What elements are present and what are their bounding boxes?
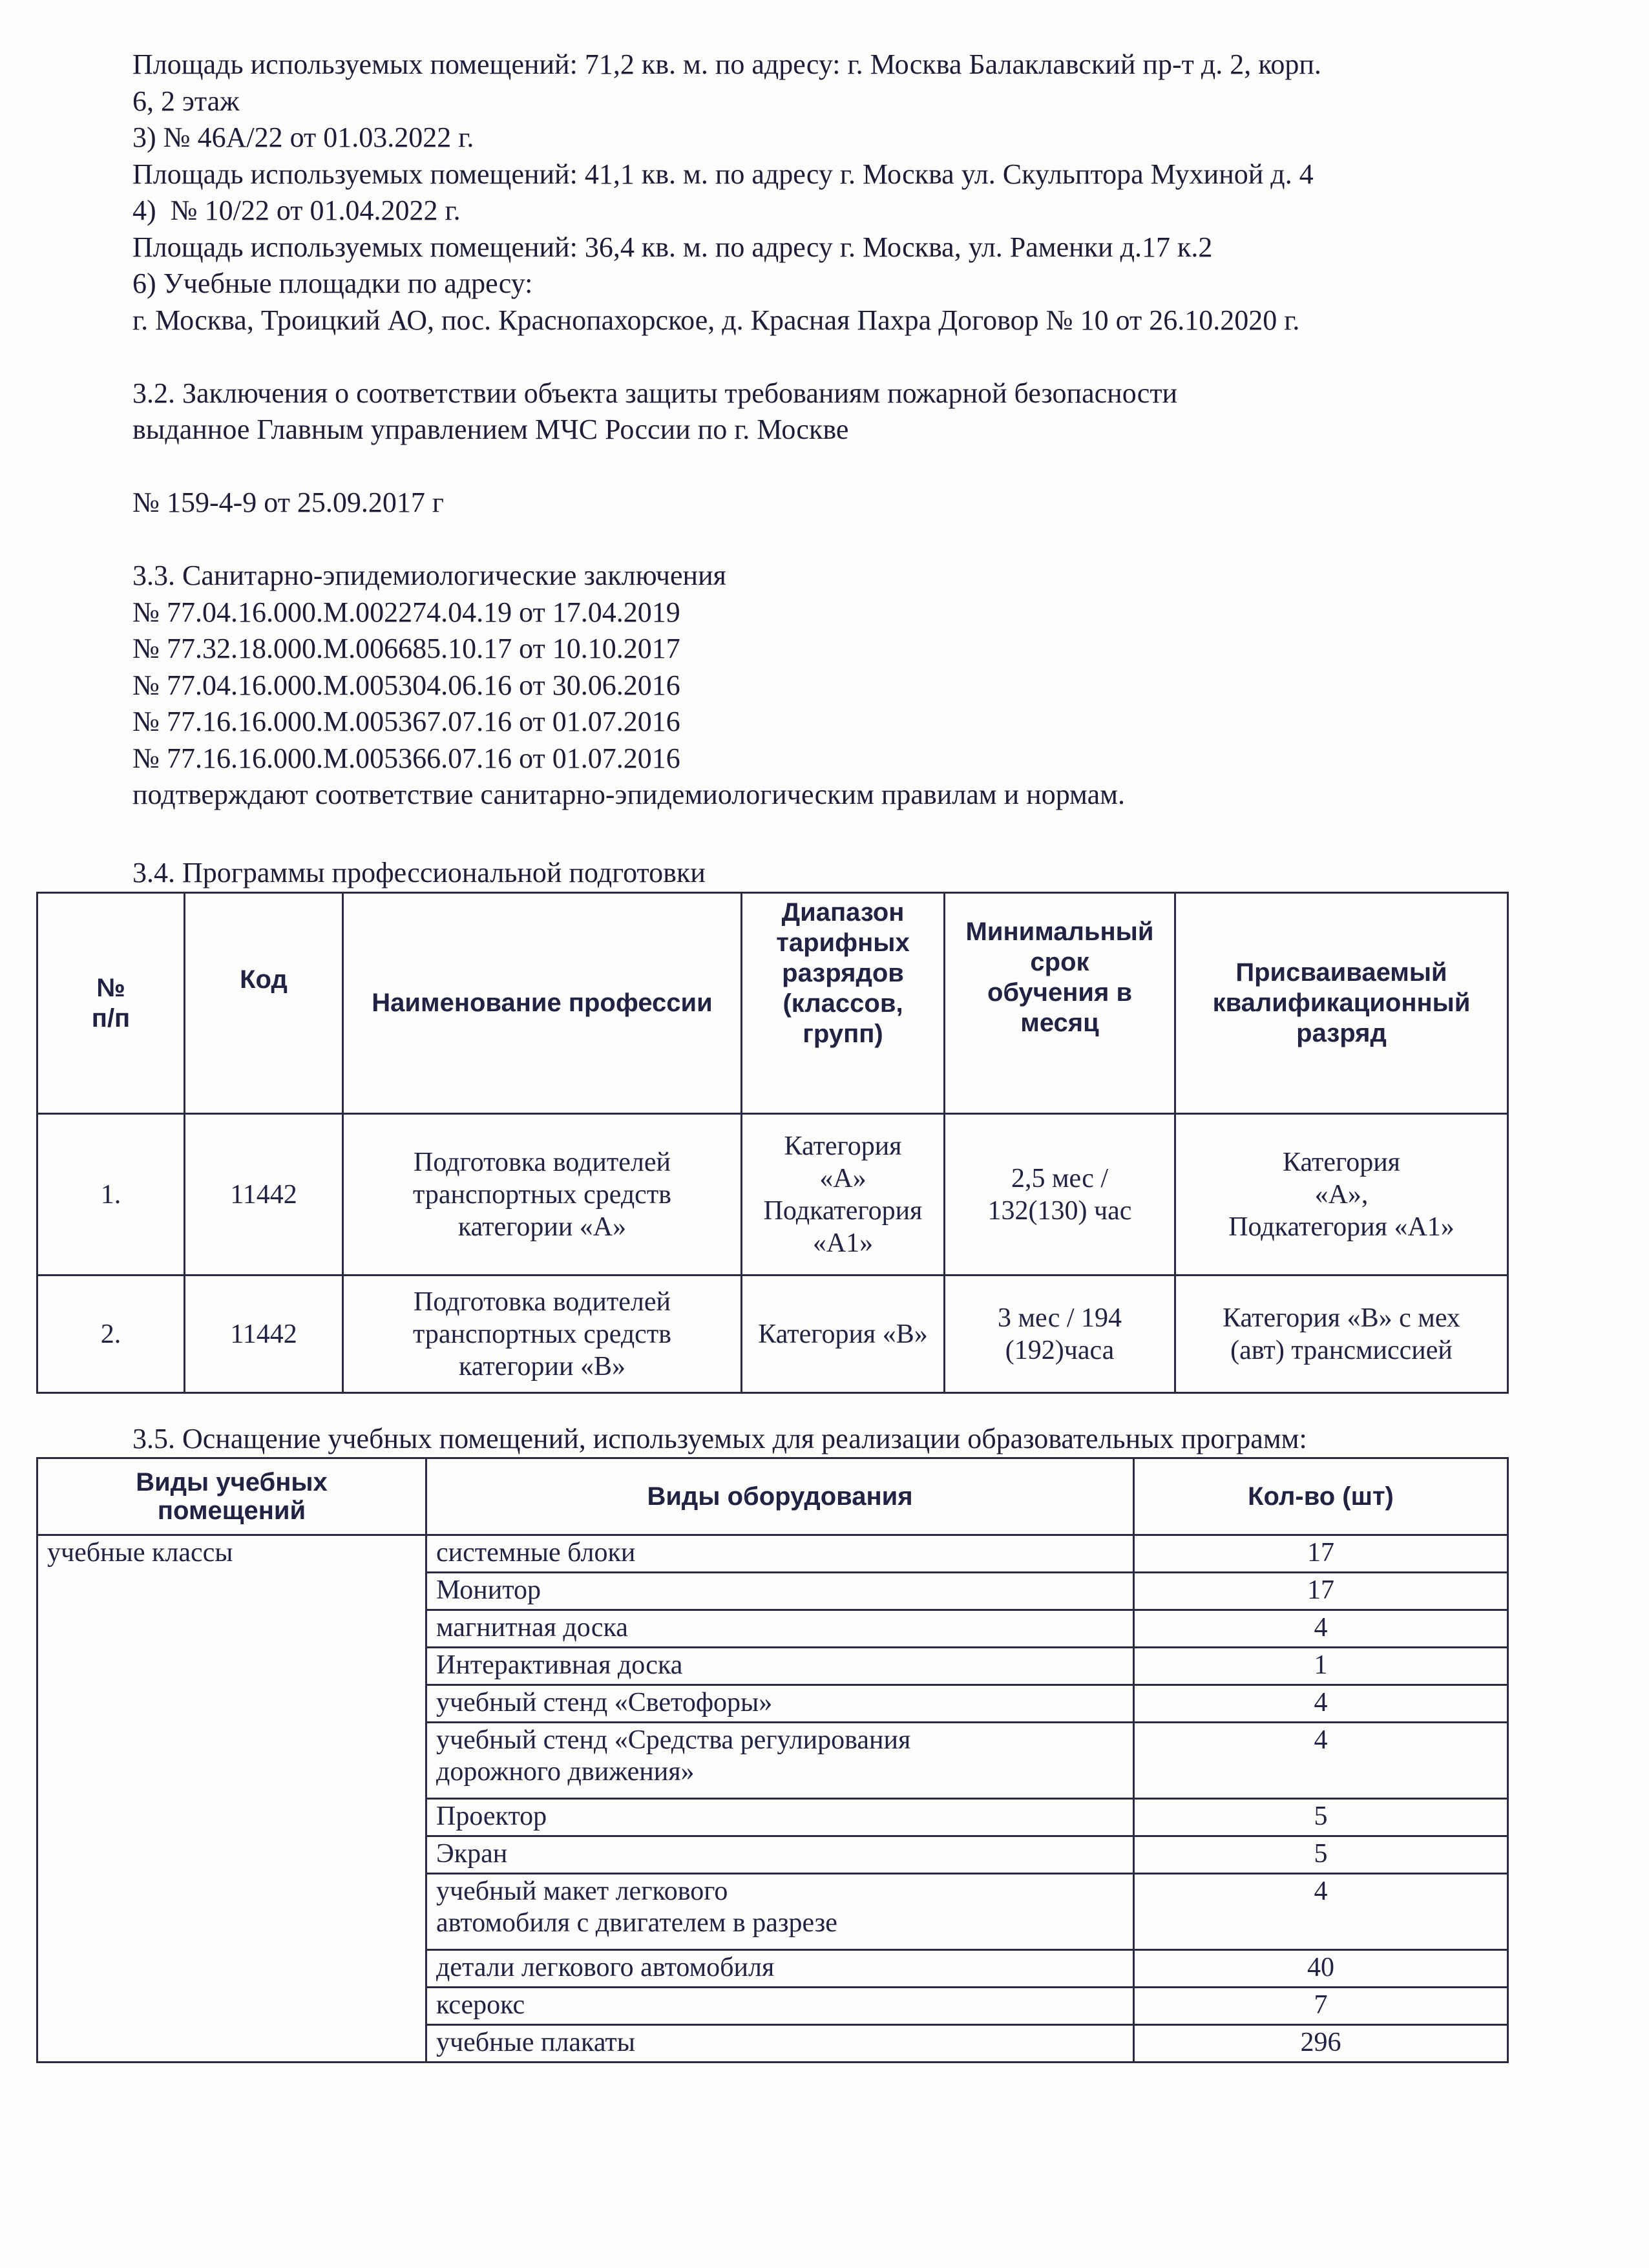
- equipment-qty: 40: [1134, 1950, 1508, 1988]
- room-type: учебные классы: [37, 1535, 426, 2063]
- intro-line: г. Москва, Троицкий АО, пос. Краснопахорское, д. Красная Пахра Договор № 10 от 26.10.2020 г.: [132, 304, 1300, 336]
- equipment-qty: 7: [1134, 1988, 1508, 2025]
- equipment-name: учебный стенд «Средства регулирования дорожного движения»: [426, 1723, 1134, 1799]
- table-row: [37, 1535, 1508, 1573]
- equipment-name: ксерокс: [426, 1988, 1134, 2025]
- col-header-qty: Кол-во (шт): [1134, 1458, 1508, 1535]
- intro-line: 6) Учебные площадки по адресу:: [132, 268, 533, 299]
- col-header-equipment: Виды оборудования: [426, 1458, 1134, 1535]
- table-row: [37, 1114, 1508, 1276]
- sanitary-item: № 77.32.18.000.М.006685.10.17 от 10.10.2017: [132, 633, 680, 664]
- sanitary-conclusion: подтверждают соответствие санитарно-эпидемиологическим правилам и нормам.: [132, 779, 1125, 810]
- intro-line: 3) № 46А/22 от 01.03.2022 г.: [132, 121, 474, 153]
- row-code: 11442: [185, 1276, 343, 1393]
- col-header-code: Код: [185, 893, 343, 1114]
- col-header-name: Наименование профессии: [343, 893, 742, 1114]
- table-row: [37, 1276, 1508, 1393]
- col-header-qualification: Присваиваемый квалификационный разряд: [1175, 893, 1508, 1114]
- row-range: Категория «В»: [742, 1276, 945, 1393]
- equipment-table: [36, 1457, 1509, 2063]
- row-qualification: Категория «В» с мех (авт) трансмиссией: [1175, 1276, 1508, 1393]
- programs-header-row: [37, 893, 1508, 1114]
- row-name: Подготовка водителей транспортных средств категории «А»: [343, 1114, 742, 1276]
- intro-text: [132, 47, 1528, 814]
- sanitary-item: № 77.04.16.000.М.002274.04.19 от 17.04.2019: [132, 596, 680, 628]
- equipment-qty: 4: [1134, 1685, 1508, 1723]
- col-header-room: Виды учебных помещений: [37, 1458, 426, 1535]
- equipment-name: Монитор: [426, 1573, 1134, 1610]
- equipment-name: учебный стенд «Светофоры»: [426, 1685, 1134, 1723]
- row-num: 2.: [37, 1276, 185, 1393]
- equipment-name: системные блоки: [426, 1535, 1134, 1573]
- equipment-qty: 1: [1134, 1648, 1508, 1685]
- equipment-name: Проектор: [426, 1799, 1134, 1836]
- row-code: 11442: [185, 1114, 343, 1276]
- intro-line: 4) № 10/22 от 01.04.2022 г.: [132, 194, 461, 226]
- col-header-num: № п/п: [37, 893, 185, 1114]
- fire-safety-issuer: выданное Главным управлением МЧС России по г. Москве: [132, 414, 849, 445]
- equipment-qty: 4: [1134, 1610, 1508, 1648]
- row-term: 3 мес / 194 (192)часа: [945, 1276, 1175, 1393]
- row-range: Категория «А» Подкатегория «А1»: [742, 1114, 945, 1276]
- equipment-header-row: [37, 1458, 1508, 1535]
- equipment-name: учебные плакаты: [426, 2025, 1134, 2063]
- row-num: 1.: [37, 1114, 185, 1276]
- programs-heading: 3.4. Программы профессиональной подготовки: [132, 857, 706, 888]
- equipment-qty: 17: [1134, 1573, 1508, 1610]
- equipment-name: учебный макет легкового автомобиля с двигателем в разрезе: [426, 1874, 1134, 1950]
- equipment-qty: 296: [1134, 2025, 1508, 2063]
- intro-line: Площадь используемых помещений: 41,1 кв. м. по адресу г. Москва ул. Скульптора Мухиной д. 4: [132, 158, 1314, 190]
- programs-table: [36, 892, 1509, 1394]
- fire-safety-number: № 159-4-9 от 25.09.2017 г: [132, 487, 444, 518]
- equipment-qty: 17: [1134, 1535, 1508, 1573]
- sanitary-item: № 77.04.16.000.М.005304.06.16 от 30.06.2016: [132, 669, 680, 701]
- sanitary-heading: 3.3. Санитарно-эпидемиологические заключения: [132, 560, 726, 591]
- sanitary-item: № 77.16.16.000.М.005366.07.16 от 01.07.2016: [132, 742, 680, 774]
- equipment-qty: 4: [1134, 1874, 1508, 1950]
- intro-line: Площадь используемых помещений: 71,2 кв. м. по адресу: г. Москва Балаклавский пр-т д. 2, корп.: [132, 48, 1321, 80]
- equipment-heading: 3.5. Оснащение учебных помещений, используемых для реализации образовательных программ:: [132, 1423, 1307, 1454]
- intro-line: Площадь используемых помещений: 36,4 кв. м. по адресу г. Москва, ул. Раменки д.17 к.2: [132, 231, 1213, 263]
- equipment-name: Экран: [426, 1836, 1134, 1874]
- col-header-range: Диапазон тарифных разрядов (классов, групп): [742, 893, 945, 1114]
- fire-safety-heading: 3.2. Заключения о соответствии объекта защиты требованиям пожарной безопасности: [132, 377, 1178, 409]
- col-header-min-term: Минимальный срок обучения в месяц: [945, 893, 1175, 1114]
- intro-line: 6, 2 этаж: [132, 85, 240, 117]
- row-qualification: Категория «А», Подкатегория «А1»: [1175, 1114, 1508, 1276]
- equipment-qty: 5: [1134, 1836, 1508, 1874]
- equipment-qty: 5: [1134, 1799, 1508, 1836]
- equipment-name: Интерактивная доска: [426, 1648, 1134, 1685]
- sanitary-item: № 77.16.16.000.М.005367.07.16 от 01.07.2016: [132, 706, 680, 737]
- equipment-name: магнитная доска: [426, 1610, 1134, 1648]
- row-name: Подготовка водителей транспортных средств категории «В»: [343, 1276, 742, 1393]
- equipment-name: детали легкового автомобиля: [426, 1950, 1134, 1988]
- equipment-qty: 4: [1134, 1723, 1508, 1799]
- row-term: 2,5 мес / 132(130) час: [945, 1114, 1175, 1276]
